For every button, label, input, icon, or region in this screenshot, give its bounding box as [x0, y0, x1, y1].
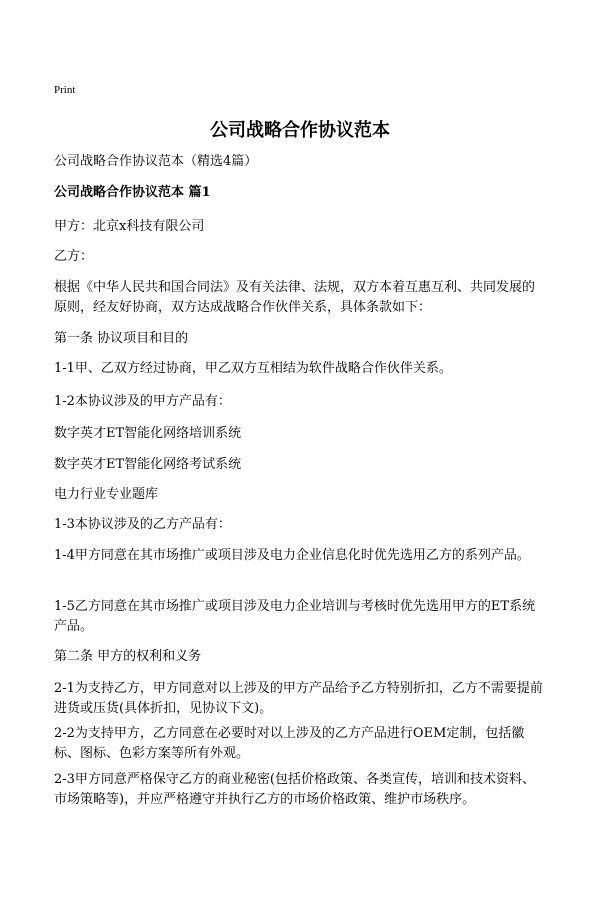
document-subtitle: 公司战略合作协议范本（精选4篇）: [54, 154, 258, 169]
print-label: Print: [54, 84, 76, 96]
clause-1-4: 1-4甲方同意在其市场推广或项目涉及电力企业信息化时优先选用乙方的系列产品。: [54, 548, 530, 563]
paragraph-preamble: 根据《中华人民共和国合同法》及有关法律、法规，双方本着互惠互利、共同发展的原则，经友好协商，双方达成战略合作伙伴关系，具体条款如下：: [54, 280, 536, 315]
product-question-bank: 电力行业专业题库: [54, 487, 159, 502]
clause-2-3: 2-3甲方同意严格保守乙方的商业秘密(包括价格政策、各类宣传，培训和技术资料、市场策略等)，并应严格遵守并执行乙方的市场价格政策、维护市场秩序。: [54, 772, 536, 807]
clause-2-1: 2-1为支持乙方，甲方同意对以上涉及的甲方产品给予乙方特别折扣，乙方不需要提前进货或压货(具体折扣，见协议下文)。: [54, 681, 543, 716]
clause-1-5: 1-5乙方同意在其市场推广或项目涉及电力企业培训与考核时优先选用甲方的ET系统产品。: [54, 599, 536, 634]
article-1-heading: 第一条 协议项目和目的: [54, 331, 189, 346]
section-heading: 公司战略合作协议范本 篇1: [54, 185, 211, 200]
clause-1-2: 1-2本协议涉及的甲方产品有：: [54, 394, 231, 409]
paragraph-party-b: 乙方：: [54, 249, 94, 264]
clause-1-1: 1-1甲、乙双方经过协商，甲乙双方互相结为软件战略合作伙伴关系。: [54, 361, 452, 376]
product-training-system: 数字英才ET智能化网络培训系统: [54, 426, 242, 441]
article-2-heading: 第二条 甲方的权利和义务: [54, 649, 202, 664]
clause-1-3: 1-3本协议涉及的乙方产品有：: [54, 517, 231, 532]
document-title: 公司战略合作协议范本: [210, 120, 390, 141]
product-exam-system: 数字英才ET智能化网络考试系统: [54, 457, 242, 472]
paragraph-party-a: 甲方：北京x科技有限公司: [54, 219, 205, 234]
clause-2-2: 2-2为支持甲方，乙方同意在必要时对以上涉及的乙方产品进行OEM定制，包括徽标、图标、色彩方案等所有外观。: [54, 726, 525, 761]
